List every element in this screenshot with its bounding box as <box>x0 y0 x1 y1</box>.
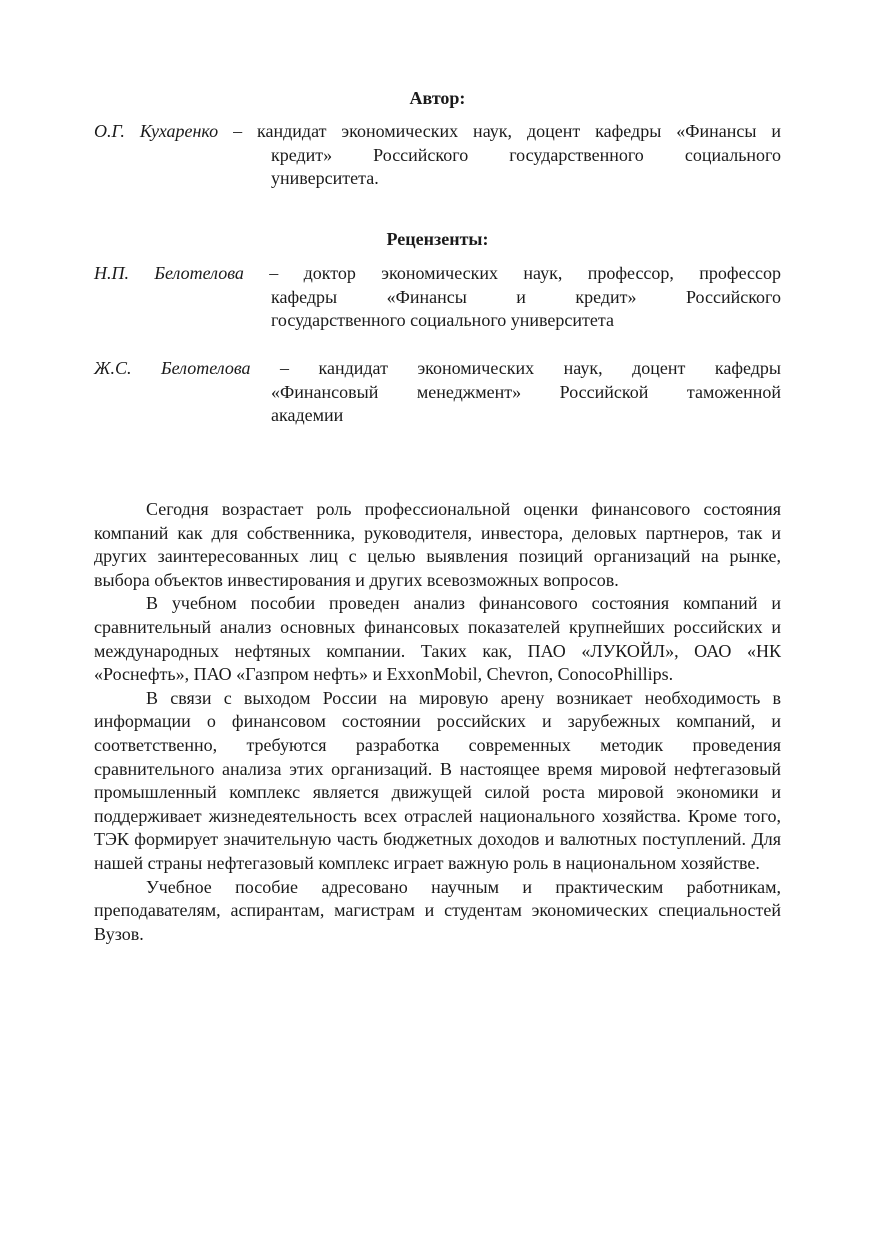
reviewer-name: Н.П. Белотелова <box>94 263 244 283</box>
author-entry-line1: О.Г. Кухаренко – кандидат экономических наук, доцент кафедры «Финансы и <box>94 121 781 141</box>
body-paragraph: В учебном пособии проведен анализ финансового состояния компаний и сравнительный анализ основных финансовых показателей крупнейших российских и международных нефтяных компании. Таких как, ПАО «ЛУКОЙЛ», ОАО «НК «Роснефть», ПАО «Газпром нефть» и ExxonMobil, Chevron, ConocoPhillips. <box>94 593 781 685</box>
reviewers-heading: Рецензенты: <box>386 229 489 249</box>
body-paragraph: В связи с выходом России на мировую арену возникает необходимость в информации о финансовом состоянии российских и зарубежных компаний, и соответственно, требуются разработка современных методик проведения сравнительного анализа этих организаций. В настоящее время мировой нефтегазовый промышленный комплекс является движущей силой роста мировой экономики и поддерживает жизнедеятельность всех отраслей национального хозяйства. Кроме того, ТЭК формирует значительную часть бюджетных доходов и валютных поступлений. Для нашей страны нефтегазовый комплекс играет важную роль в национальном хозяйстве. <box>94 687 781 873</box>
reviewer-entry <box>94 262 781 333</box>
author-entry-continuation: кредит» Российского государственного социального университета. <box>271 144 781 188</box>
body-paragraph: Сегодня возрастает роль профессиональной оценки финансового состояния компаний как для собственника, руководителя, инвестора, деловых партнеров, так и других заинтересованных лиц с целью выявления позиций организаций на рынке, выбора объектов инвестирования и других всевозможных вопросов. <box>94 499 781 590</box>
annotation-body <box>94 498 781 946</box>
reviewer-entry-continuation: «Финансовый менеджмент» Российской таможенной академии <box>271 381 781 425</box>
reviewer-entry <box>94 357 781 428</box>
reviewer-name: Ж.С. Белотелова <box>94 358 251 378</box>
body-paragraph: Учебное пособие адресовано научным и практическим работникам, преподавателям, аспирантам, магистрам и студентам экономических специальностей Вузов. <box>94 876 781 944</box>
author-entry <box>94 120 781 191</box>
author-heading: Автор: <box>409 88 466 108</box>
reviewer-entry-line1: Н.П. Белотелова – доктор экономических наук, профессор, профессор <box>94 263 782 283</box>
author-name: О.Г. Кухаренко <box>94 121 219 141</box>
reviewer-entry-line1: Ж.С. Белотелова – кандидат экономических наук, доцент кафедры <box>94 358 782 378</box>
reviewer-entry-continuation: кафедры «Финансы и кредит» Российского государственного социального университета <box>271 286 781 330</box>
